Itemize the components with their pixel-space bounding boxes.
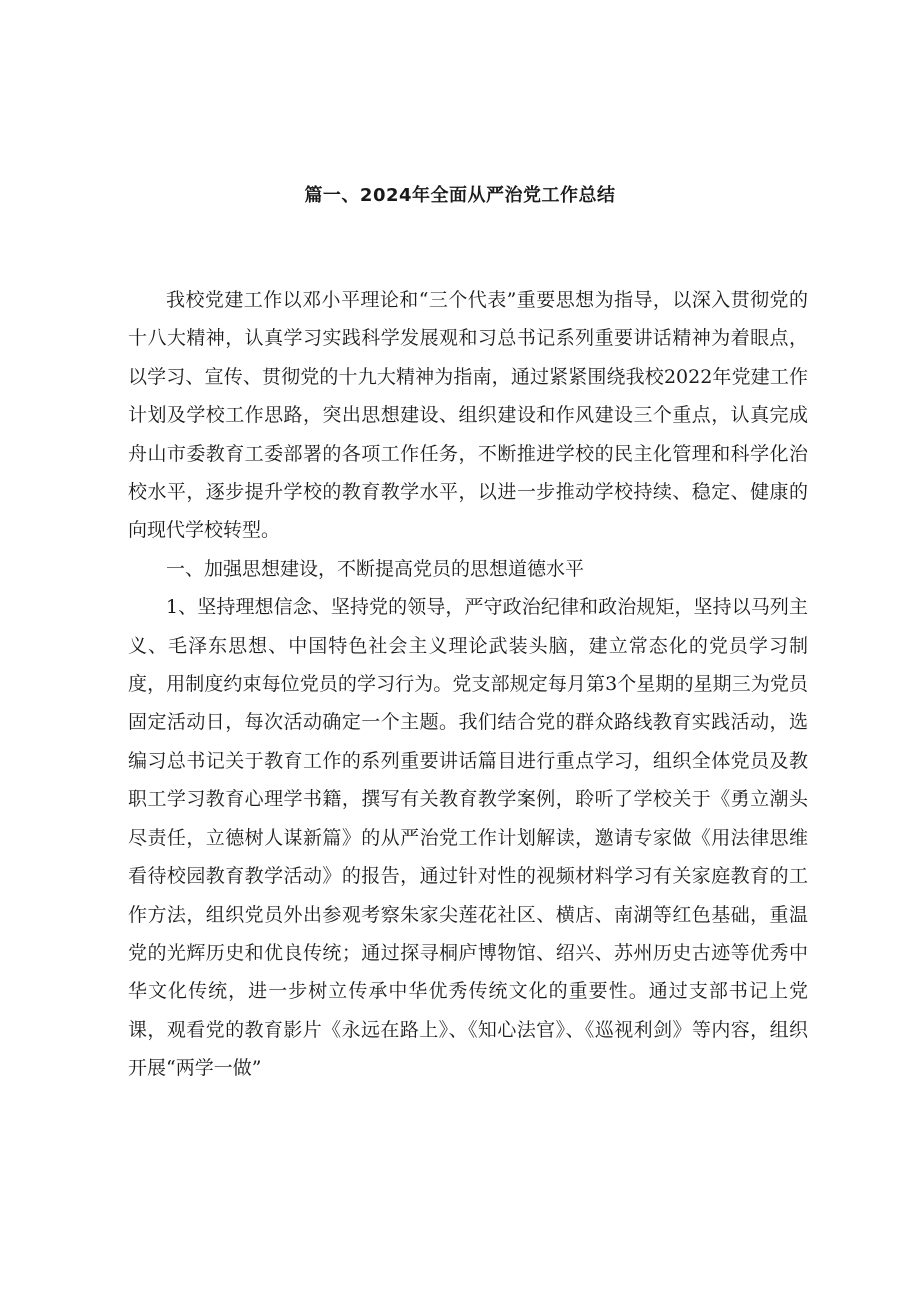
section-paragraph: 1、坚持理想信念、坚持党的领导，严守政治纪律和政治规矩，坚持以马列主义、毛泽东思想、中国特色社会主义理论武装头脑，建立常态化的党员学习制度，用制度约束每位党员的学习行为。党支部规定每月第3个星期的星期三为党员固定活动日，每次活动确定一个主题。我们结合党的群众路线教育实践活动，选编习总书记关于教育工作的系列重要讲话篇目进行重点学习，组织全体党员及教职工学习教育心理学书籍，撰写有关教育教学案例，聆听了学校关于《勇立潮头尽责任，立德树人谋新篇》的从严治党工作计划解读，邀请专家做《用法律思维看待校园教育教学活动》的报告，通过针对性的视频材料学习有关家庭教育的工作方法，组织党员外出参观考察朱家尖莲花社区、横店、南湖等红色基础，重温党的光辉历史和优良传统；通过探寻桐庐博物馆、绍兴、苏州历史古迹等优秀中华文化传统，进一步树立传承中华优秀传统文化的重要性。通过支部书记上党课，观看党的教育影片《永远在路上》、《知心法官》、《巡视利剑》等内容，组织开展“两学一做” — [128, 596, 808, 1080]
section-heading: 一、加强思想建设，不断提高党员的思想道德水平 — [166, 557, 585, 580]
intro-paragraph: 我校党建工作以邓小平理论和“三个代表”重要思想为指导，以深入贯彻党的十八大精神，认真学习实践科学发展观和习总书记系列重要讲话精神为着眼点，以学习、宣传、贯彻党的十九大精神为指南，通过紧紧围绕我校2022年党建工作计划及学校工作思路，突出思想建设、组织建设和作风建设三个重点，认真完成舟山市委教育工委部署的各项工作任务，不断推进学校的民主化管理和科学化治校水平，逐步提升学校的教育教学水平，以进一步推动学校持续、稳定、健康的向现代学校转型。 — [128, 289, 808, 542]
document-title: 篇一、2024年全面从严治党工作总结 — [304, 185, 616, 206]
document-body — [128, 281, 808, 1088]
